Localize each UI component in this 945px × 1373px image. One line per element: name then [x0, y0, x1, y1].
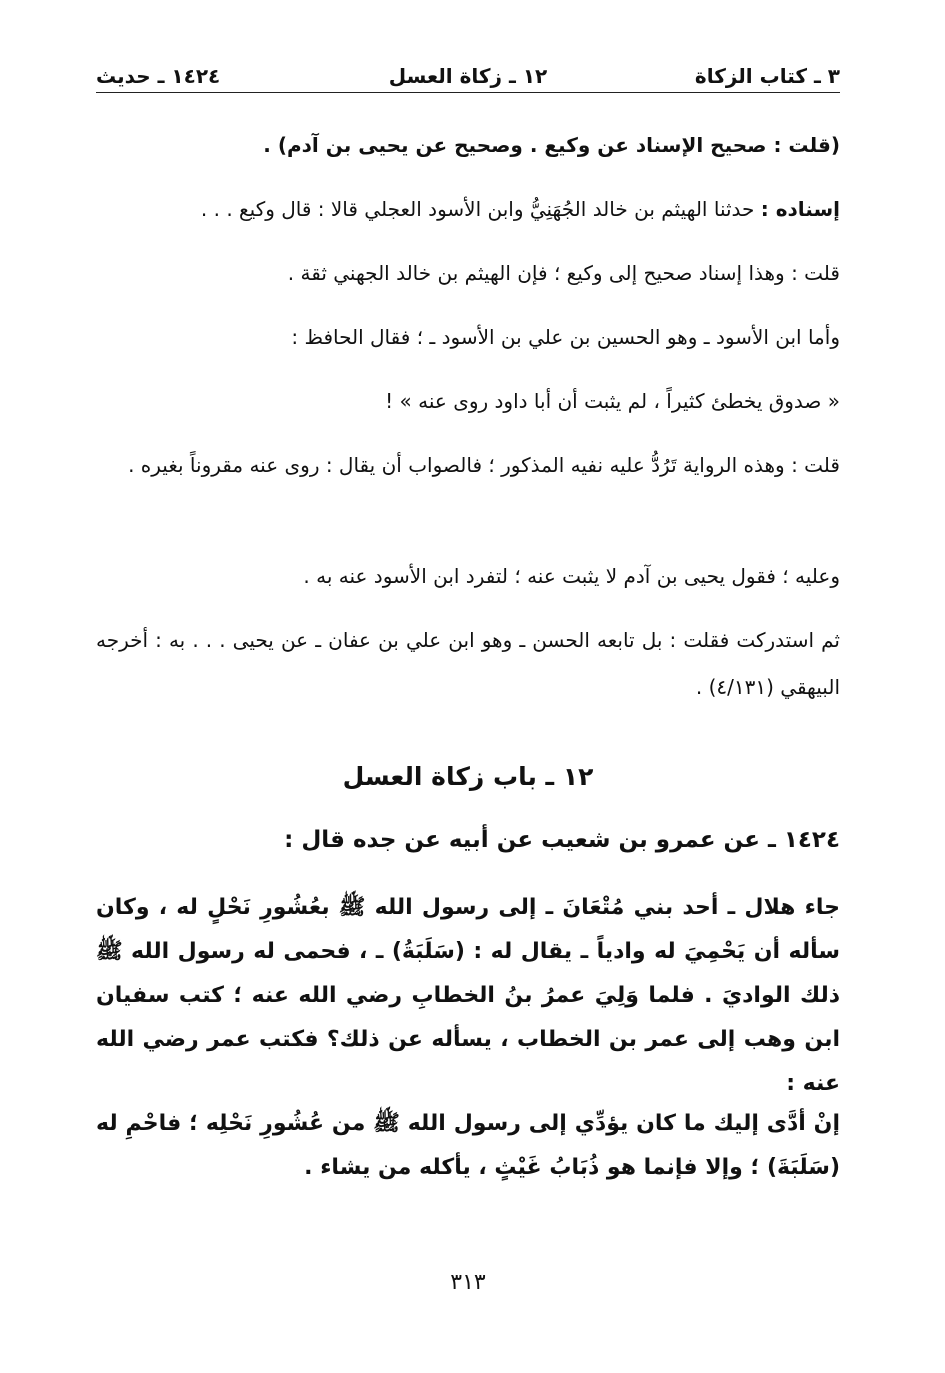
hadith-heading: ١٤٢٤ ـ عن عمرو بن شعيب عن أبيه عن جده قال : — [284, 827, 840, 853]
isnad-text: حدثنا الهيثم بن خالد الجُهَنِيُّ وابن الأسود العجلي قالا : قال وكيع . . . — [200, 197, 761, 221]
paragraph-note-1: قلت : وهذا إسناد صحيح إلى وكيع ؛ فإن الهيثم بن خالد الجهني ثقة . — [287, 261, 840, 285]
paragraph-note-5: ثم استدركت فقلت : بل تابعه الحسن ـ وهو ابن علي بن عفان ـ عن يحيى . . . به : أخرجه البيهقي (٤/١٣١) . — [96, 628, 840, 699]
book-page — [96, 0, 840, 1373]
header-hadith-number: ١٤٢٤ ـ حديث — [96, 64, 221, 88]
header-chapter-title: ١٢ ـ زكاة العسل — [388, 64, 548, 88]
header-book-title: ٣ ـ كتاب الزكاة — [694, 64, 840, 88]
paragraph-note-4: وعليه ؛ فقول يحيى بن آدم لا يثبت عنه ؛ لتفرد ابن الأسود عنه به . — [303, 564, 840, 588]
hadith-text-1: جاء هلال ـ أحد بني مُتْعَانَ ـ إلى رسول الله ﷺ بعُشُورِ نَحْلٍ له ، وكان سأله أن يَحْمِيَ له وادياً ـ يقال له : (سَلَبَةُ) ـ ، فحمى له رسول الله ﷺ ذلك الواديَ . فلما وَلِيَ عمرُ بنُ الخطابِ رضي الله عنه ؛ كتب سفيان ابن وهب إلى عمر بن الخطاب ، يسأله عن ذلك؟ فكتب عمر رضي الله عنه : — [96, 895, 840, 1096]
paragraph-quote: « صدوق يخطئ كثيراً ، لم يثبت أن أبا داود روى عنه » ! — [385, 389, 840, 413]
paragraph-note-2: وأما ابن الأسود ـ وهو الحسين بن علي بن الأسود ـ ؛ فقال الحافظ : — [291, 325, 840, 349]
paragraph-verdict: (قلت : صحيح الإسناد عن وكيع . وصحيح عن يحيى بن آدم) . — [263, 133, 840, 157]
hadith-text-2: إنْ أدَّى إليك ما كان يؤدِّي إلى رسول الله ﷺ من عُشُورِ نَحْلِه ؛ فاحْمِ له (سَلَبَةَ) ؛ وإلا فإنما هو ذُبَابُ غَيْثٍ ، يأكله من يشاء . — [96, 1111, 840, 1180]
isnad-label: إسناده : — [760, 197, 840, 221]
paragraph-note-3: قلت : وهذه الرواية تَرُدُّ عليه نفيه المذكور ؛ فالصواب أن يقال : روى عنه مقروناً بغيره . — [128, 453, 840, 477]
running-header — [96, 58, 840, 93]
paragraph-isnad — [96, 186, 840, 233]
page-number: ٣١٣ — [450, 1270, 486, 1295]
chapter-title: ١٢ ـ باب زكاة العسل — [342, 762, 594, 791]
